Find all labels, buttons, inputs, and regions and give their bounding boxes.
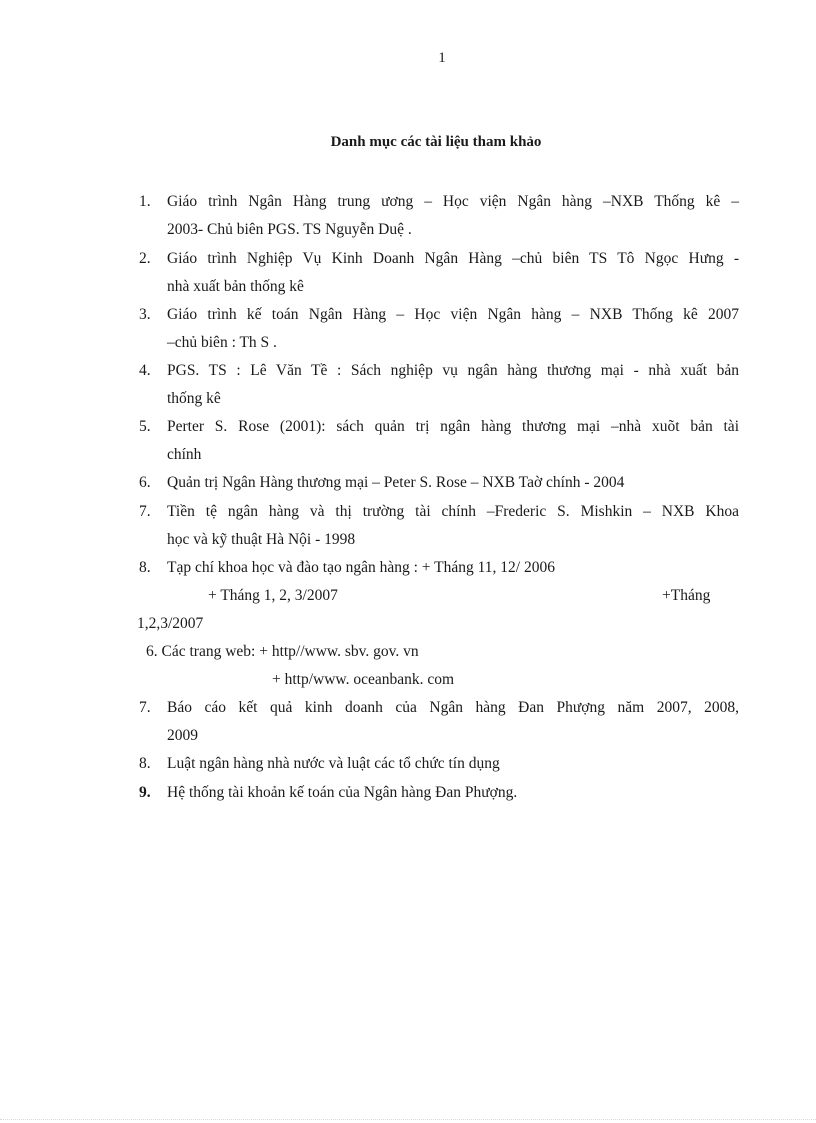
reference-item-1	[139, 188, 739, 244]
reference-item-4	[139, 357, 739, 413]
reference-number: 6.	[146, 643, 158, 660]
reference-text-line-2: nhà xuất bản thống kê	[167, 278, 304, 295]
reference-number: 4.	[139, 362, 151, 379]
reference-item-9	[139, 779, 739, 807]
reference-number: 8.	[139, 559, 151, 576]
reference-number: 8.	[139, 755, 151, 772]
reference-8-continuation-b: +Tháng	[662, 587, 711, 604]
reference-text-line-2: chính	[167, 446, 202, 463]
reference-number: 3.	[139, 306, 151, 323]
reference-item-web	[146, 638, 419, 666]
reference-text-line-1: Các trang web: + http//www. sbv. gov. vn	[161, 643, 419, 660]
reference-item-2	[139, 245, 739, 301]
reference-number: 5.	[139, 418, 151, 435]
reference-number: 7.	[139, 503, 151, 520]
reference-text-line-1: Tạp chí khoa học và đào tạo ngân hàng : + Tháng 11, 12/ 2006	[167, 559, 555, 576]
reference-text-line-1: Giáo trình kế toán Ngân Hàng – Học viện Ngân hàng – NXB Thống kê 2007	[167, 306, 739, 323]
reference-number: 2.	[139, 250, 151, 267]
reference-text-line-1: Hệ thống tài khoản kế toán của Ngân hàng Đan Phượng.	[167, 784, 518, 801]
page-number: 1	[438, 50, 446, 66]
reference-text-line-1: Giáo trình Ngân Hàng trung ương – Học viện Ngân hàng –NXB Thống kê –	[167, 193, 739, 210]
reference-text-line-2: thống kê	[167, 390, 221, 407]
reference-text-line-1: Giáo trình Nghiệp Vụ Kinh Doanh Ngân Hàng –chủ biên TS Tô Ngọc Hưng -	[167, 250, 739, 267]
reference-8-continuation-c: 1,2,3/2007	[137, 615, 204, 632]
reference-item-report	[139, 694, 739, 750]
reference-text-line-1: Tiền tệ ngân hàng và thị trường tài chính –Frederic S. Mishkin – NXB Khoa	[167, 503, 739, 520]
reference-text-line-1: PGS. TS : Lê Văn Tề : Sách nghiệp vụ ngân hàng thương mại - nhà xuất bản	[167, 362, 739, 379]
reference-8-continuation-a: + Tháng 1, 2, 3/2007	[208, 587, 338, 604]
document-title: Danh mục các tài liệu tham khảo	[330, 134, 542, 150]
reference-number: 7.	[139, 699, 151, 716]
reference-number: 9.	[139, 784, 151, 801]
reference-number: 1.	[139, 193, 151, 210]
reference-item-7	[139, 498, 739, 554]
page-bottom-border	[0, 1119, 816, 1120]
reference-number: 6.	[139, 474, 151, 491]
reference-web-line-2: + http/www. oceanbank. com	[272, 671, 455, 688]
reference-item-3	[139, 301, 739, 357]
reference-item-6	[139, 469, 739, 497]
reference-text-line-2: –chủ biên : Th S .	[167, 334, 277, 351]
reference-item-8	[139, 554, 739, 582]
reference-text-line-2: học và kỹ thuật Hà Nội - 1998	[167, 531, 356, 548]
reference-text-line-2: 2003- Chủ biên PGS. TS Nguyễn Duệ .	[167, 221, 412, 238]
reference-item-5	[139, 413, 739, 469]
reference-item-law	[139, 750, 739, 778]
reference-text-line-1: Luật ngân hàng nhà nước và luật các tổ chức tín dụng	[167, 755, 500, 772]
reference-text-line-1: Perter S. Rose (2001): sách quản trị ngân hàng thương mại –nhà xuõt bản tài	[167, 418, 739, 435]
reference-text-line-1: Quản trị Ngân Hàng thương mại – Peter S. Rose – NXB Taờ chính - 2004	[167, 474, 625, 491]
reference-text-line-2: 2009	[167, 727, 198, 744]
reference-text-line-1: Báo cáo kết quả kinh doanh của Ngân hàng Đan Phượng năm 2007, 2008,	[167, 699, 739, 716]
